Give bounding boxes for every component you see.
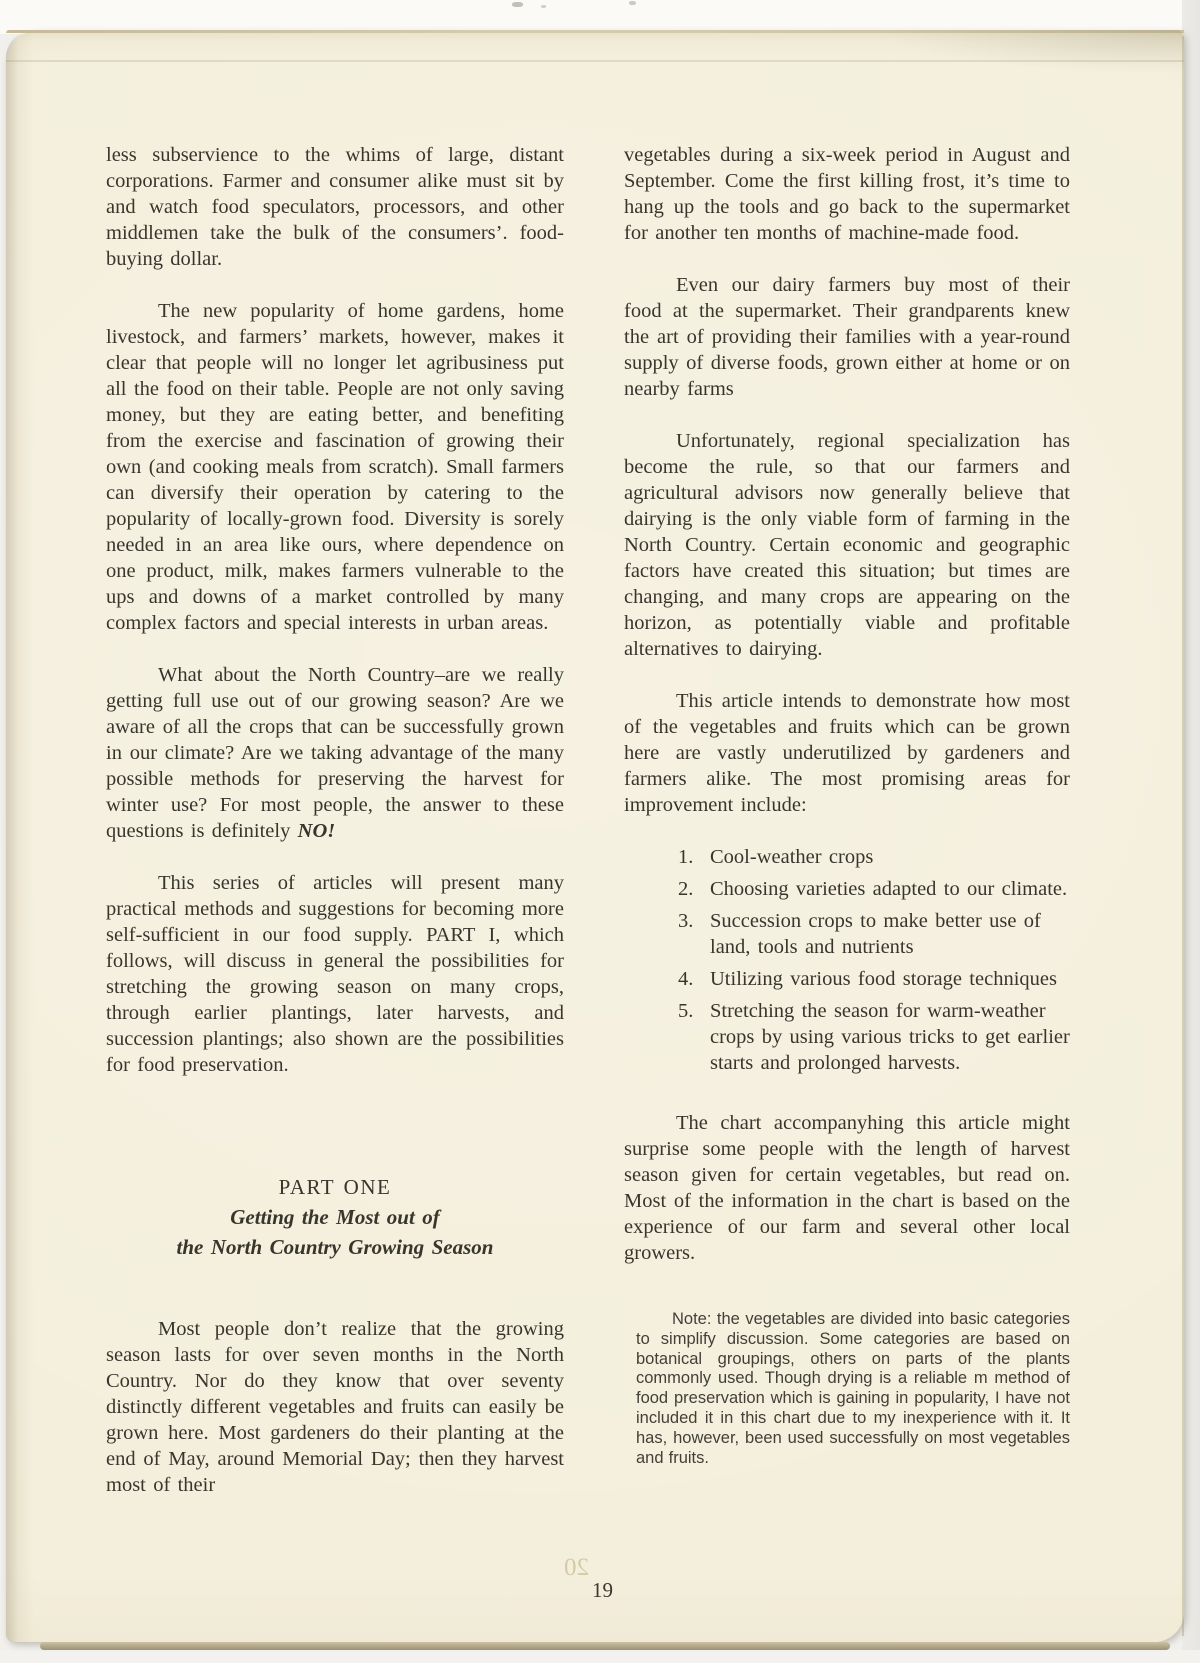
list-item-number: 2.: [678, 878, 694, 900]
page-binding-curl: [6, 30, 34, 1642]
list-item-number: 5.: [678, 1000, 694, 1022]
paragraph: This series of articles will present many practical methods and suggestions for becoming more self-sufficient in our food supply. PART I, which follows, will discuss in general the possibilities for stretching the growing season on many crops, through earlier plantings, later harvests, and succession plantings; also shown are the possibilities for food preservation.: [106, 872, 564, 1076]
list-item-text: Stretching the season for warm-weather crops by using various tricks to get earlier starts and prolonged harvests.: [710, 1000, 1070, 1074]
page-top-crease: [804, 30, 1184, 100]
list-item: [678, 844, 1070, 870]
paragraph: Unfortunately, regional specialization has become the rule, so that our farmers and agricultural advisors now generally believe that dairying is the only viable form of farming in the North Country. Certain economic and geographic factors have created this situation; but times are changing, and many crops are appearing on the horizon, as potentially viable and profitable alternatives to dairying.: [624, 430, 1070, 660]
list-item-text: Succession crops to make better use of land, tools and nutrients: [710, 910, 1041, 958]
paragraph: This article intends to demonstrate how most of the vegetables and fruits which can be grown here are vastly underutilized by gardeners and farmers alike. The most promising areas for improvement include:: [624, 690, 1070, 816]
part-heading-kicker: PART ONE: [278, 1175, 392, 1199]
paragraph: Even our dairy farmers buy most of their food at the supermarket. Their grandparents knew the art of providing their families with a year-round supply of diverse foods, grown either at home or on nearby farms: [624, 274, 1070, 400]
list-item: [678, 998, 1070, 1076]
page-number: 19: [592, 1578, 613, 1602]
list-item: [678, 876, 1070, 902]
list-item-number: 1.: [678, 846, 694, 868]
list-item: [678, 908, 1070, 960]
page-right-edge: [1182, 36, 1184, 1636]
paragraph: [106, 662, 564, 844]
paragraph: The new popularity of home gardens, home livestock, and farmers’ markets, however, makes it clear that people will no longer let agribusiness put all the food on their table. People are not only saving money, but they are eating better, and benefiting from the exercise and fascination of growing their own (and cooking meals from scratch). Small farmers can diversify their operation by catering to the popularity of locally-grown food. Diversity is sorely needed in an area like ours, where dependence on one product, milk, makes farmers vulnerable to the ups and downs of a market controlled by many complex factors and special interests in urban areas.: [106, 300, 564, 634]
paragraph: vegetables during a six-week period in August and September. Come the first killing frost, it’s time to hang up the tools and go back to the supermarket for another ten months of machine-made food.: [624, 144, 1070, 244]
list-item-text: Choosing varieties adapted to our climate.: [710, 878, 1068, 900]
part-one-heading: [106, 1172, 564, 1262]
scan-background-bottom: [0, 1650, 1200, 1663]
scan-background-top: [0, 0, 1200, 34]
part-heading-title-line1: Getting the Most out of: [230, 1205, 440, 1229]
list-item: [678, 966, 1070, 992]
footnote: Note: the vegetables are divided into basic categories to simplify discussion. Some categories are based on botanical groupings, others on parts of the plants commonly used. Though drying is a reliable m method of food preservation which is gaining in popularity, I have not included it in this chart due to my inexperience with it. It has, however, been used successfully on most vegetables and fruits.: [636, 1310, 1070, 1467]
paragraph: Most people don’t realize that the growing season lasts for over seven months in the North Country. Nor do they know that over seventy distinctly different vegetables and fruits can easily be grown here. Most gardeners do their planting at the end of May, around Memorial Day; then they harvest most of their: [106, 1318, 564, 1496]
list-item-number: 4.: [678, 968, 694, 990]
paragraph: less subservience to the whims of large, distant corporations. Farmer and consumer alike must sit by and watch food speculators, processors, and other middlemen take the bulk of the consumers’. food-buying dollar.: [106, 144, 564, 270]
scan-artifact: [512, 2, 523, 7]
underlying-page-edge: [40, 1642, 1170, 1650]
list-item-text: Cool-weather crops: [710, 846, 874, 868]
numbered-list: [624, 844, 1070, 1076]
book-page: [6, 30, 1184, 1642]
scan-artifact: [541, 5, 546, 8]
right-column: [624, 142, 1070, 1468]
paragraph: The chart accompanyhing this article might surprise some people with the length of harvest season given for certain vegetables, but read on. Most of the information in the chart is based on the experience of our farm and several other local growers.: [624, 1112, 1070, 1264]
emphasis-text: NO!: [297, 820, 336, 842]
list-item-number: 3.: [678, 910, 694, 932]
paragraph-text: What about the North Country–are we really getting full use out of our growing season? Are we aware of all the crops that can be successfully grown in our climate? Are we taking advantage of the many possible methods for preserving the harvest for winter use? For most people, the answer to these questions is definitely: [106, 664, 564, 842]
page-fold-line: [6, 60, 1184, 62]
scan-background-right: [1182, 0, 1200, 1663]
part-heading-title-line2: the North Country Growing Season: [176, 1235, 494, 1259]
list-item-text: Utilizing various food storage techniques: [710, 968, 1057, 990]
bleed-through-page-number: 20: [564, 1554, 589, 1581]
scan-artifact: [629, 1, 636, 5]
left-column: [106, 142, 564, 1524]
